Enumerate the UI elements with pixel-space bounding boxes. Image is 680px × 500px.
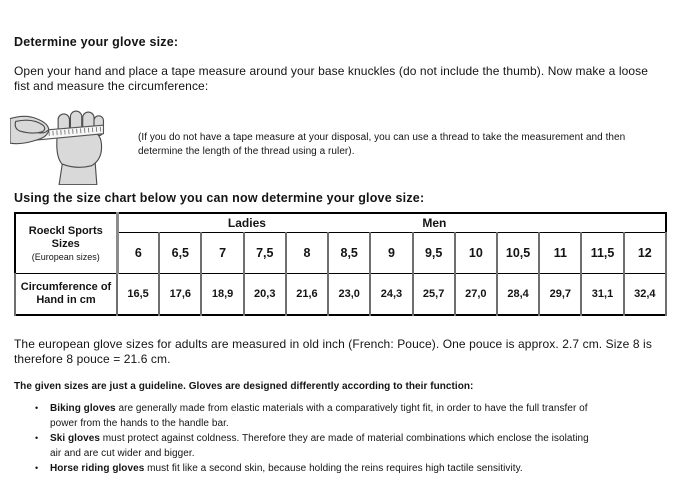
circumference-cell: 21,6 (286, 274, 328, 316)
measuring-instructions: Open your hand and place a tape measure around your base knuckles (do not include the thumb). Now make a loose fist and measure the circumference: (14, 64, 649, 93)
glove-type-list (14, 401, 666, 476)
group-header-cell (117, 213, 666, 233)
circumference-cell: 32,4 (624, 274, 666, 316)
circumference-cell: 25,7 (413, 274, 455, 316)
size-cell: 10 (455, 233, 497, 274)
row-header-cell (15, 213, 117, 274)
bullet-icon: • (35, 433, 39, 443)
size-cell: 11,5 (581, 233, 623, 274)
pouce-explanation: The european glove sizes for adults are measured in old inch (French: Pouce). One pouce is approx. 2.7 cm. Size 8 is therefore 8 pouce = 21.6 cm. (14, 337, 652, 366)
table-row-groups (15, 213, 666, 233)
bullet-text: must fit like a second skin, because holding the reins requires high tactile sensitivity. (144, 463, 523, 474)
size-cell: 9,5 (413, 233, 455, 274)
circumference-cell: 24,3 (370, 274, 412, 316)
figure-row (14, 107, 666, 185)
hand-tape-measure-illustration (10, 107, 128, 185)
circumference-header-cell (15, 274, 117, 316)
circumference-cell: 31,1 (581, 274, 623, 316)
size-cell: 7,5 (244, 233, 286, 274)
size-cell: 6 (117, 233, 159, 274)
size-cell: 11 (539, 233, 581, 274)
bullet-lead: Horse riding gloves (50, 463, 145, 474)
size-cell: 8,5 (328, 233, 370, 274)
guideline-intro: The given sizes are just a guideline. Gloves are designed differently according to their function: (14, 381, 474, 392)
list-item-ski-gloves (14, 431, 666, 461)
bullet-text: must protect against coldness. Therefore they are made of material combinations which enclose the isolating air and are cut wider and bigger. (50, 433, 589, 459)
bullet-lead: Ski gloves (50, 433, 100, 444)
size-cell: 7 (201, 233, 243, 274)
size-cell: 9 (370, 233, 412, 274)
list-item-horse-riding-gloves (14, 461, 666, 476)
glove-size-table (14, 212, 667, 316)
circumference-cell: 17,6 (159, 274, 201, 316)
circumference-cell: 16,5 (117, 274, 159, 316)
bullet-icon: • (35, 403, 39, 413)
group-label-ladies: Ladies (227, 216, 266, 230)
size-cell: 12 (624, 233, 666, 274)
thread-alternative-note: (If you do not have a tape measure at your disposal, you can use a thread to take the measurement and then determine the length of the thread using a ruler). (138, 132, 626, 157)
table-row-circumference (15, 274, 666, 316)
circumference-cell: 18,9 (201, 274, 243, 316)
bullet-text: are generally made from elastic materials with a comparatively tight fit, in order to have the full transfer of power from the hands to the handle bar. (50, 403, 588, 429)
circumference-header-line2: Hand in cm (36, 294, 96, 306)
bullet-lead: Biking gloves (50, 403, 116, 414)
circumference-cell: 28,4 (497, 274, 539, 316)
size-chart-heading: Using the size chart below you can now determine your glove size: (14, 191, 425, 205)
bullet-icon: • (35, 463, 39, 473)
size-cell: 6,5 (159, 233, 201, 274)
group-label-men: Men (422, 216, 447, 230)
page-title: Determine your glove size: (14, 35, 179, 49)
row-header-subtitle: (European sizes) (31, 251, 100, 262)
size-cell: 8 (286, 233, 328, 274)
row-header-title: Roeckl Sports Sizes (28, 224, 103, 250)
circumference-cell: 27,0 (455, 274, 497, 316)
size-cell: 10,5 (497, 233, 539, 274)
circumference-cell: 20,3 (244, 274, 286, 316)
circumference-cell: 29,7 (539, 274, 581, 316)
circumference-header-line1: Circumference of (20, 281, 112, 293)
list-item-biking-gloves (14, 401, 666, 431)
circumference-cell: 23,0 (328, 274, 370, 316)
